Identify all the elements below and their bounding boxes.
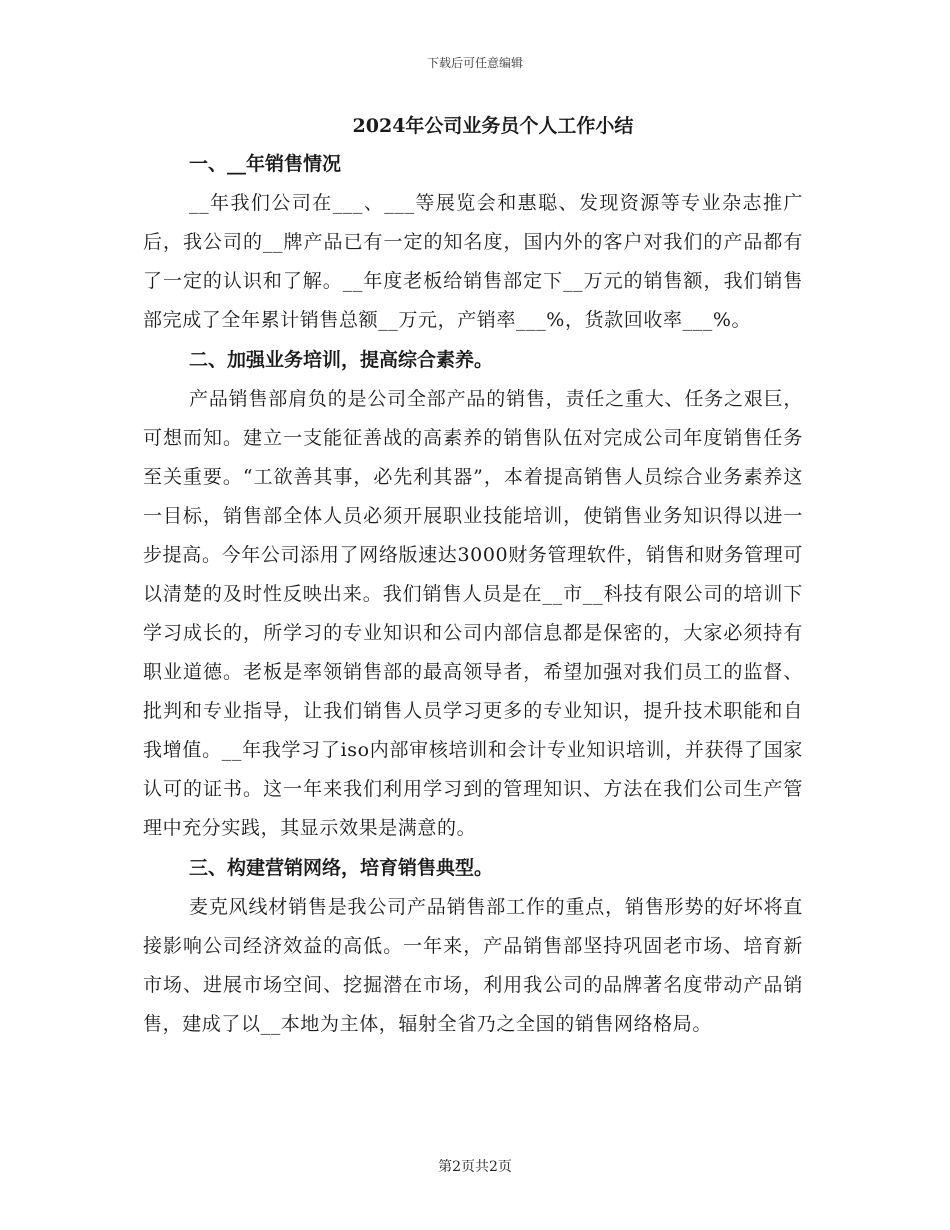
page-footer: 第2页共2页 [438,1159,512,1175]
document-title: 2024年公司业务员个人工作小结 [352,115,634,137]
section-heading-3: 三、构建营销网络，培育销售典型。 [189,857,494,879]
header-note: 下载后可任意编辑 [426,56,523,70]
document-body [143,108,803,1044]
section-3-paragraph: 麦克风线材销售是我公司产品销售部工作的重点，销售形势的好坏将直接影响公司经济效益的高低。一年来，产品销售部坚持巩固老市场、培育新市场、进展市场空间、挖掘潜在市场，利用我公司的品牌著名度带动产品销售，建成了以__本地为主体，辐射全省乃之全国的销售网络格局。 [143,896,803,1035]
section-heading-2: 二、加强业务培训，提高综合素养。 [189,349,494,371]
section-2-paragraph: 产品销售部肩负的是公司全部产品的销售，责任之重大、任务之艰巨，可想而知。建立一支能征善战的高素养的销售队伍对完成公司年度销售任务至关重要。“工欲善其事，必先利其器”，本着提高销售人员综合业务素养这一目标，销售部全体人员必须开展职业技能培训，使销售业务知识得以进一步提高。今年公司添用了网络版速达3000财务管理软件，销售和财务管理可以清楚的及时性反映出来。我们销售人员是在__市__科技有限公司的培训下学习成长的，所学习的专业知识和公司内部信息都是保密的，大家必须持有职业道德。老板是率领销售部的最高领导者，希望加强对我们员工的监督、批判和专业指导，让我们销售人员学习更多的专业知识，提升技术职能和自我增值。__年我学习了iso内部审核培训和会计专业知识培训，并获得了国家认可的证书。这一年来我们利用学习到的管理知识、方法在我们公司生产管理中充分实践，其显示效果是满意的。 [143,388,803,839]
section-heading-1: 一、__年销售情况 [189,153,342,175]
section-1-paragraph: __年我们公司在___、___等展览会和惠聪、发现资源等专业杂志推广后，我公司的__牌产品已有一定的知名度，国内外的客户对我们的产品都有了一定的认识和了解。__年度老板给销售部定下__万元的销售额，我们销售部完成了全年累计销售总额__万元，产销率___%，货款回收率___%。 [143,192,803,331]
